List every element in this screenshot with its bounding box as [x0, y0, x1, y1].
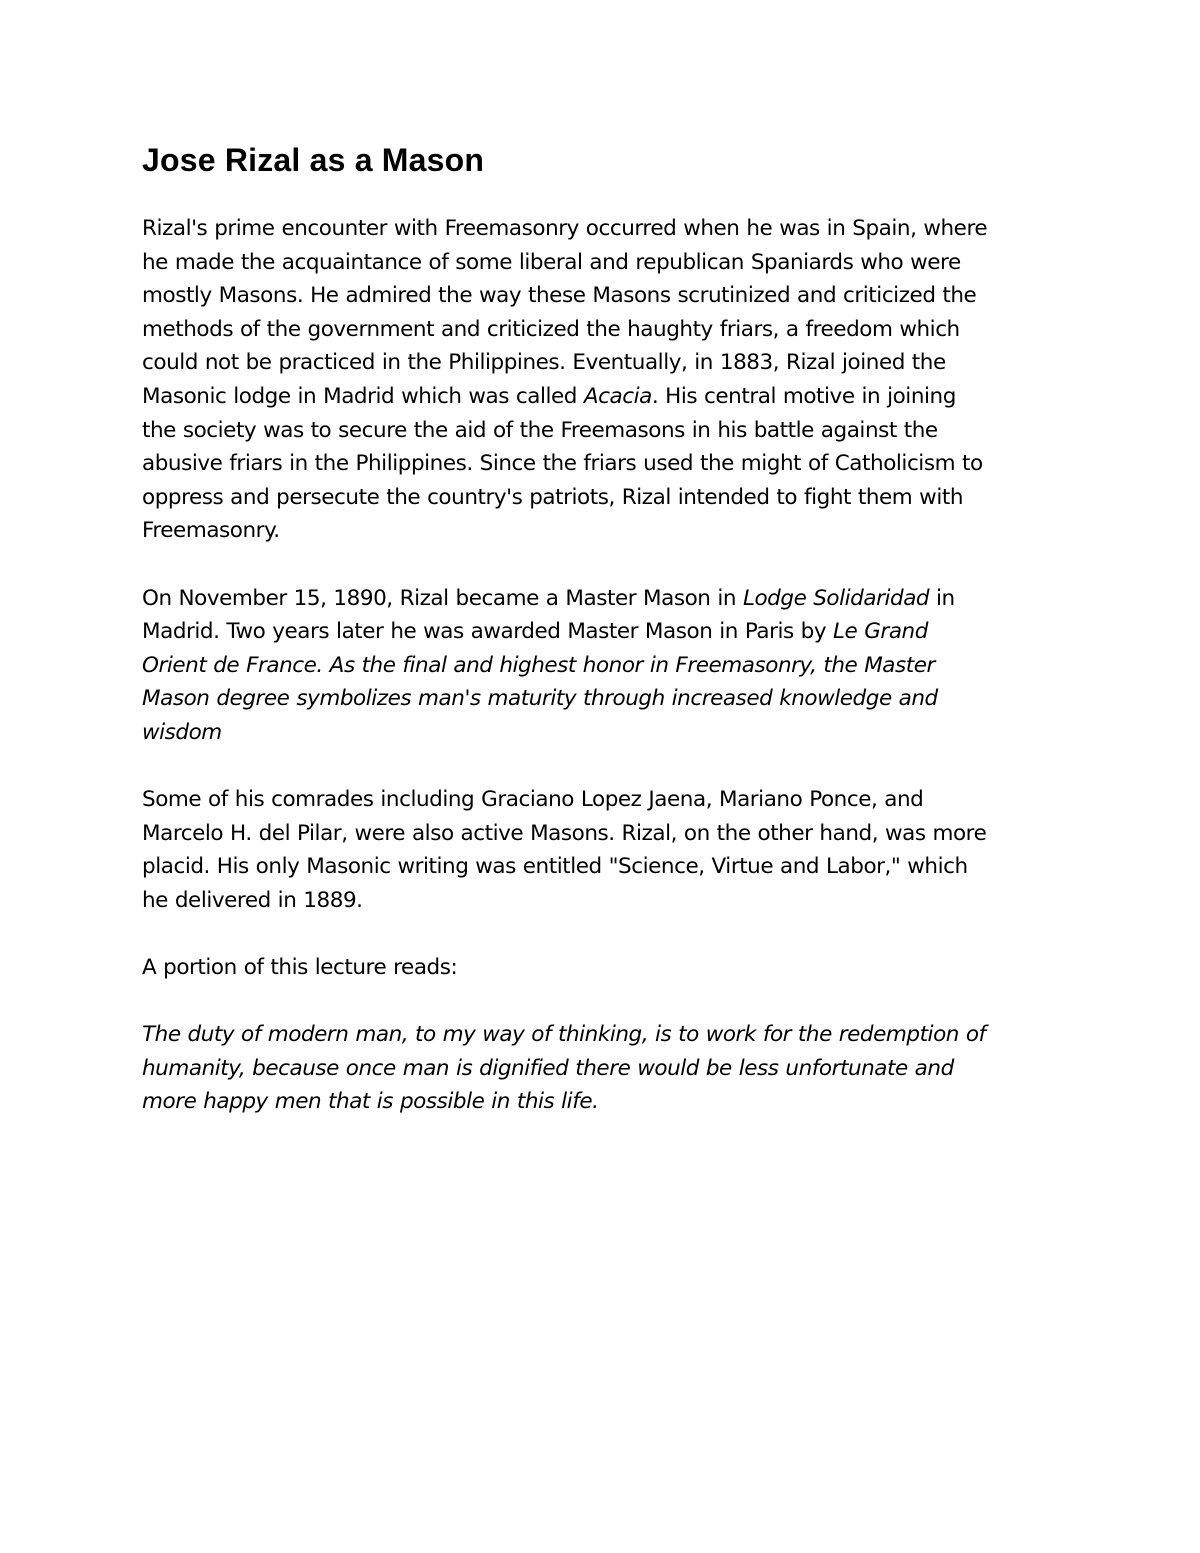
text-run: Madrid. Two years later he was awarded Master Mason in Paris by: [142, 619, 834, 645]
paragraph-comrades: [142, 783, 1062, 917]
italic-text-line: more happy men that is possible in this life.: [142, 1089, 599, 1115]
italic-text-lodge: Lodge Solidaridad: [742, 585, 930, 611]
text-run: Masonic lodge in Madrid which was called: [142, 383, 584, 409]
text-line: the society was to secure the aid of the Freemasons in his battle against the: [142, 417, 938, 443]
text-line: Some of his comrades including Graciano Lopez Jaena, Mariano Ponce, and: [142, 787, 924, 813]
text-line: methods of the government and criticized the haughty friars, a freedom which: [142, 316, 960, 342]
italic-text-line: The duty of modern man, to my way of thinking, is to work for the redemption of: [142, 1022, 986, 1048]
text-run: in: [929, 585, 955, 611]
italic-text-line: wisdom: [142, 719, 222, 745]
italic-text-grand-orient: Le Grand: [833, 619, 928, 645]
text-line: A portion of this lecture reads:: [142, 955, 458, 981]
text-line: abusive friars in the Philippines. Since the friars used the might of Catholicism to: [142, 451, 983, 477]
italic-text-line: Orient de France. As the final and highest honor in Freemasonry, the Master: [142, 652, 935, 678]
text-line: could not be practiced in the Philippines. Eventually, in 1883, Rizal joined the: [142, 350, 946, 376]
text-run: . His central motive in joining: [651, 383, 956, 409]
text-line: [142, 380, 1062, 414]
text-line: Marcelo H. del Pilar, were also active Masons. Rizal, on the other hand, was more: [142, 820, 987, 846]
text-line: placid. His only Masonic writing was entitled "Science, Virtue and Labor," which: [142, 854, 968, 880]
italic-text-acacia: Acacia: [583, 383, 652, 409]
document-body: [142, 138, 1062, 1153]
paragraph-master-mason: [142, 582, 1062, 750]
text-line: he made the acquaintance of some liberal and republican Spaniards who were: [142, 249, 961, 275]
paragraph-freemasonry-encounter: [142, 212, 1062, 548]
document-title: Jose Rizal as a Mason: [142, 142, 485, 178]
text-line: mostly Masons. He admired the way these Masons scrutinized and criticized the: [142, 283, 977, 309]
text-line: Rizal's prime encounter with Freemasonry occurred when he was in Spain, where: [142, 216, 988, 241]
lecture-quote: [142, 1018, 1062, 1119]
paragraph-lecture-intro: [142, 951, 1062, 985]
italic-text-line: Mason degree symbolizes man's maturity through increased knowledge and: [142, 686, 938, 712]
text-line: he delivered in 1889.: [142, 887, 363, 913]
text-line: Freemasonry.: [142, 518, 280, 544]
text-line: [142, 582, 1062, 616]
text-line: oppress and persecute the country's patriots, Rizal intended to fight them with: [142, 484, 963, 510]
italic-text-line: humanity, because once man is dignified there would be less unfortunate and: [142, 1055, 954, 1081]
text-run: On November 15, 1890, Rizal became a Master Mason in: [142, 585, 743, 611]
text-line: [142, 615, 1062, 649]
